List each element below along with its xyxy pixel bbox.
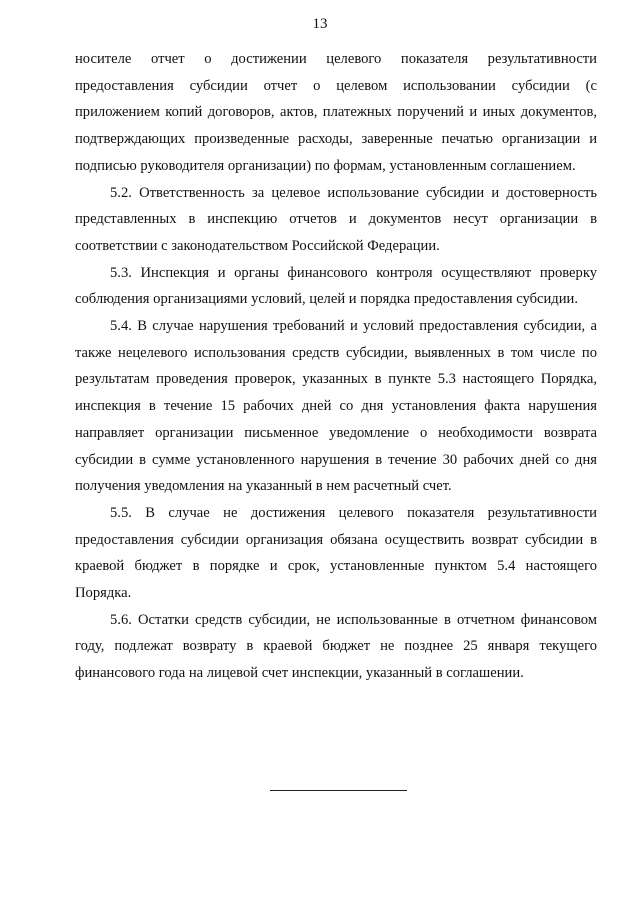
page-number: 13	[312, 16, 328, 32]
paragraph-5-4: 5.4. В случае нарушения требований и условий предоставления субсидии, а также нецелевого использования средств субсидии, выявленных в том числе по результатам проведения проверок, указанных в пункте 5.3 настоящего Порядка, инспекция в течение 15 рабочих дней со дня установления факта нарушения направляет организации письменное уведомление о необходимости возврата субсидии в сумме установленного нарушения в течение 30 рабочих дней со дня получения уведомления на указанный в нем расчетный счет.	[75, 318, 597, 495]
paragraph-5-3: 5.3. Инспекция и органы финансового контроля осуществляют проверку соблюдения организациями условий, целей и порядка предоставления субсидии.	[75, 264, 597, 308]
paragraph-5-2: 5.2. Ответственность за целевое использование субсидии и достоверность представленных в инспекцию отчетов и документов несут организации в соответствии с законодательством Российской Федерации.	[75, 184, 597, 254]
paragraph-continuation: носителе отчет о достижении целевого показателя результативности предоставления субсидии отчет о целевом использовании субсидии (с приложением копий договоров, актов, платежных поручений и иных документов, подтверждающих произведенные расходы, заверенные печатью организации и подписью руководителя организации) по формам, установленным соглашением.	[75, 51, 597, 174]
end-of-document-rule	[270, 790, 407, 791]
document-body	[75, 46, 597, 687]
paragraph-5-6: 5.6. Остатки средств субсидии, не использованные в отчетном финансовом году, подлежат возврату в краевой бюджет не позднее 25 января текущего финансового года на лицевой счет инспекции, указанный в соглашении.	[75, 611, 597, 682]
paragraph-5-5: 5.5. В случае не достижения целевого показателя результативности предоставления субсидии организация обязана осуществить возврат субсидии в краевой бюджет в порядке и срок, установленные пунктом 5.4 настоящего Порядка.	[75, 504, 597, 602]
